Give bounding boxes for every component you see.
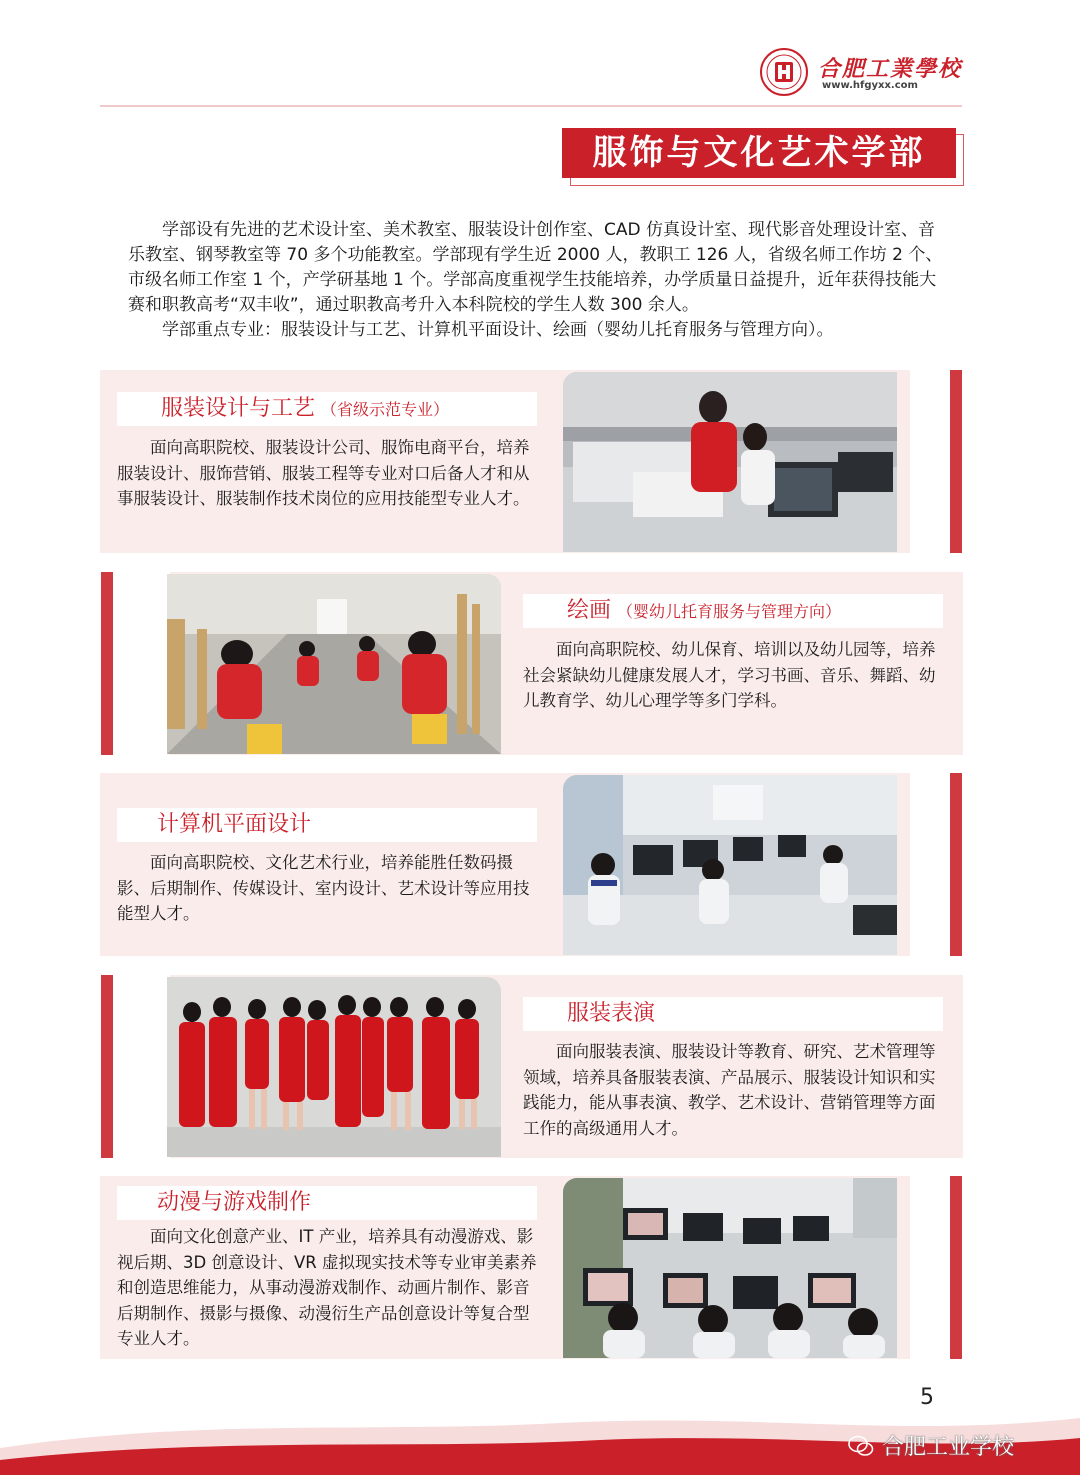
logo-name: 合肥工業學校 <box>818 56 963 82</box>
page-title: 服饰与文化艺术学部 <box>562 128 956 178</box>
intro-text <box>128 218 948 343</box>
section-title: 服装设计与工艺 <box>161 396 316 421</box>
wechat-icon <box>848 1435 874 1457</box>
school-seal-icon <box>760 48 808 96</box>
section-description: 面向服装表演、服装设计等教育、研究、艺术管理等领域，培养具备服装表演、产品展示、服装设计知识和实践能力，能从事表演、教学、艺术设计、营销管理等方面工作的高级通用人才。 <box>523 1042 936 1138</box>
intro-paragraph-2: 学部重点专业：服装设计与工艺、计算机平面设计、绘画（婴幼儿托育服务与管理方向）。 <box>162 320 834 340</box>
section-title-box-graphic-design <box>117 808 537 842</box>
photo-computer-lab <box>563 775 897 955</box>
section-bar-fashion-show <box>101 975 113 1158</box>
watermark-text: 合肥工业学校 <box>882 1435 1015 1460</box>
section-bar-animation <box>950 1176 962 1359</box>
section-description: 面向高职院校、文化艺术行业，培养能胜任数码摄影、后期制作、传媒设计、室内设计、艺术设计等应用技能型人才。 <box>117 853 530 923</box>
page-number: 5 <box>920 1385 934 1410</box>
section-description: 面向高职院校、幼儿保育、培训以及幼儿园等，培养社会紧缺幼儿健康发展人才，学习书画、音乐、舞蹈、幼儿教育学、幼儿心理学等多门学科。 <box>523 640 936 710</box>
logo-url: www.hfgyxx.com <box>822 80 918 91</box>
watermark <box>848 1430 1014 1461</box>
photo-animation-lab <box>563 1178 897 1358</box>
section-title: 服装表演 <box>567 1001 656 1026</box>
school-logo <box>760 48 970 98</box>
section-title: 计算机平面设计 <box>157 812 312 837</box>
section-description: 面向文化创意产业、IT 产业，培养具有动漫游戏、影视后期、3D 创意设计、VR 虚拟现实技术等专业审美素养和创造思维能力，从事动漫游戏制作、动画片制作、影音后期制作、摄影与摄像、动漫衍生产品创意设计等复合型专业人才。 <box>117 1227 537 1348</box>
section-title: 绘画 <box>567 598 612 623</box>
section-subtitle: （婴幼儿托育服务与管理方向） <box>617 602 842 621</box>
section-title-box-fashion-show <box>523 997 943 1031</box>
section-title-box-painting <box>523 594 943 628</box>
intro-paragraph-1: 学部设有先进的艺术设计室、美术教室、服装设计创作室、CAD 仿真设计室、现代影音处理设计室、音乐教室、钢琴教室等 70 多个功能教室。学部现有学生近 2000 人，教职工 126 人，省级名师工作坊 2 个、市级名师工作室 1 个，产学研基地 1 个。学部高度重视学生技能培养，办学质量日益提升，近年获得技能大赛和职教高考“双丰收”，通过职教高考升入本科院校的学生人数 300 余人。 <box>128 220 943 315</box>
header-divider <box>100 105 962 107</box>
section-description: 面向高职院校、服装设计公司、服饰电商平台，培养服装设计、服饰营销、服装工程等专业对口后备人才和从事服装设计、服装制作技术岗位的应用技能型专业人才。 <box>117 438 530 508</box>
photo-sewing-class <box>563 372 897 552</box>
photo-painting-class <box>167 574 501 754</box>
section-bar-painting <box>101 572 113 755</box>
section-title: 动漫与游戏制作 <box>157 1190 312 1215</box>
photo-fashion-models <box>167 977 501 1157</box>
section-bar-graphic-design <box>950 773 962 956</box>
section-title-box-animation <box>117 1186 537 1220</box>
section-bar-fashion-design <box>950 370 962 553</box>
section-title-box-fashion-design <box>117 392 537 426</box>
section-subtitle: （省级示范专业） <box>321 400 450 419</box>
